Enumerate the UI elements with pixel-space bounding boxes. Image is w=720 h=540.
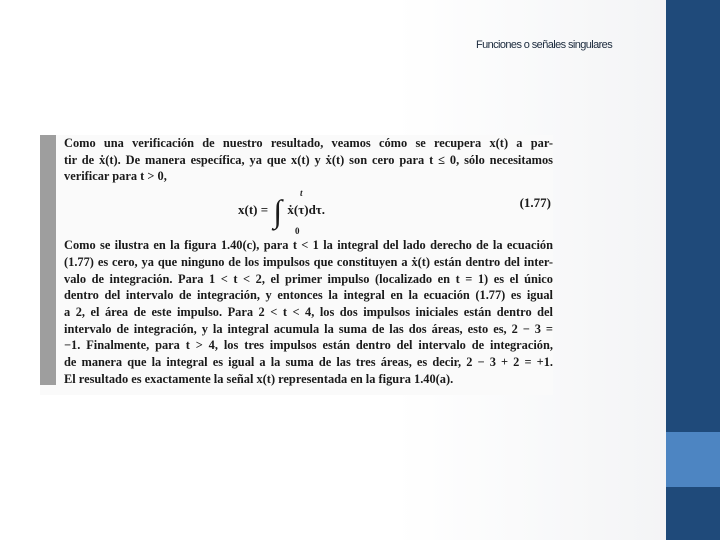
body-line: dentro del intervalo de integración, y entonces la integral en la ecuación (1.77) es igual — [64, 288, 553, 303]
intro-line: Como una verificación de nuestro resultado, veamos cómo se recupera x(t) a par- — [64, 136, 553, 150]
body-line: a 2, el área de este impulso. Para 2 < t < 4, los dos impulsos iniciales están dentro del — [64, 304, 553, 319]
intro-line: tir de ẋ(t). De manera específica, ya que x(t) y ẋ(t) son cero para t ≤ 0, sólo necesitamos — [64, 152, 553, 167]
sidebar-accent-block — [666, 432, 720, 487]
body-line: valo de integración. Para 1 < t < 2, el primer impulso (localizado en t = 1) es el único — [64, 271, 553, 286]
body-line: de manera que la integral es igual a la suma de las tres áreas, es decir, 2 − 3 + 2 = +1. — [64, 355, 553, 370]
body-line: (1.77) es cero, ya que ninguno de los impulsos que constituyen a ẋ(t) están dentro del inter- — [64, 254, 553, 269]
integral-lower-limit: 0 — [295, 226, 300, 237]
body-line: −1. Finalmente, para t > 4, los tres impulsos están dentro del intervalo de integración, — [64, 338, 553, 353]
body-line: intervalo de integración, y la integral acumula la suma de las dos áreas, esto es, 2 − 3 = — [64, 321, 553, 336]
excerpt-text — [64, 135, 553, 387]
slide-title: Funciones o señales singulares — [476, 39, 613, 51]
body-line: El resultado es exactamente la señal x(t) representada en la figura 1.40(a). — [64, 371, 454, 386]
scan-edge-shadow — [40, 135, 56, 385]
integral-sign: ∫ — [273, 193, 283, 230]
equation-body — [238, 188, 326, 237]
equation-number: (1.77) — [519, 195, 551, 211]
intro-line: verificar para t > 0, — [64, 169, 167, 184]
scanned-excerpt — [40, 135, 553, 395]
equation-integrand: ẋ(τ)dτ. — [287, 202, 326, 218]
equation-1-77 — [64, 185, 553, 237]
integral-upper-limit: t — [300, 188, 303, 199]
equation-lhs: x(t) = — [238, 202, 269, 218]
body-line: Como se ilustra en la figura 1.40(c), para t < 1 la integral del lado derecho de la ecuación — [64, 238, 553, 253]
